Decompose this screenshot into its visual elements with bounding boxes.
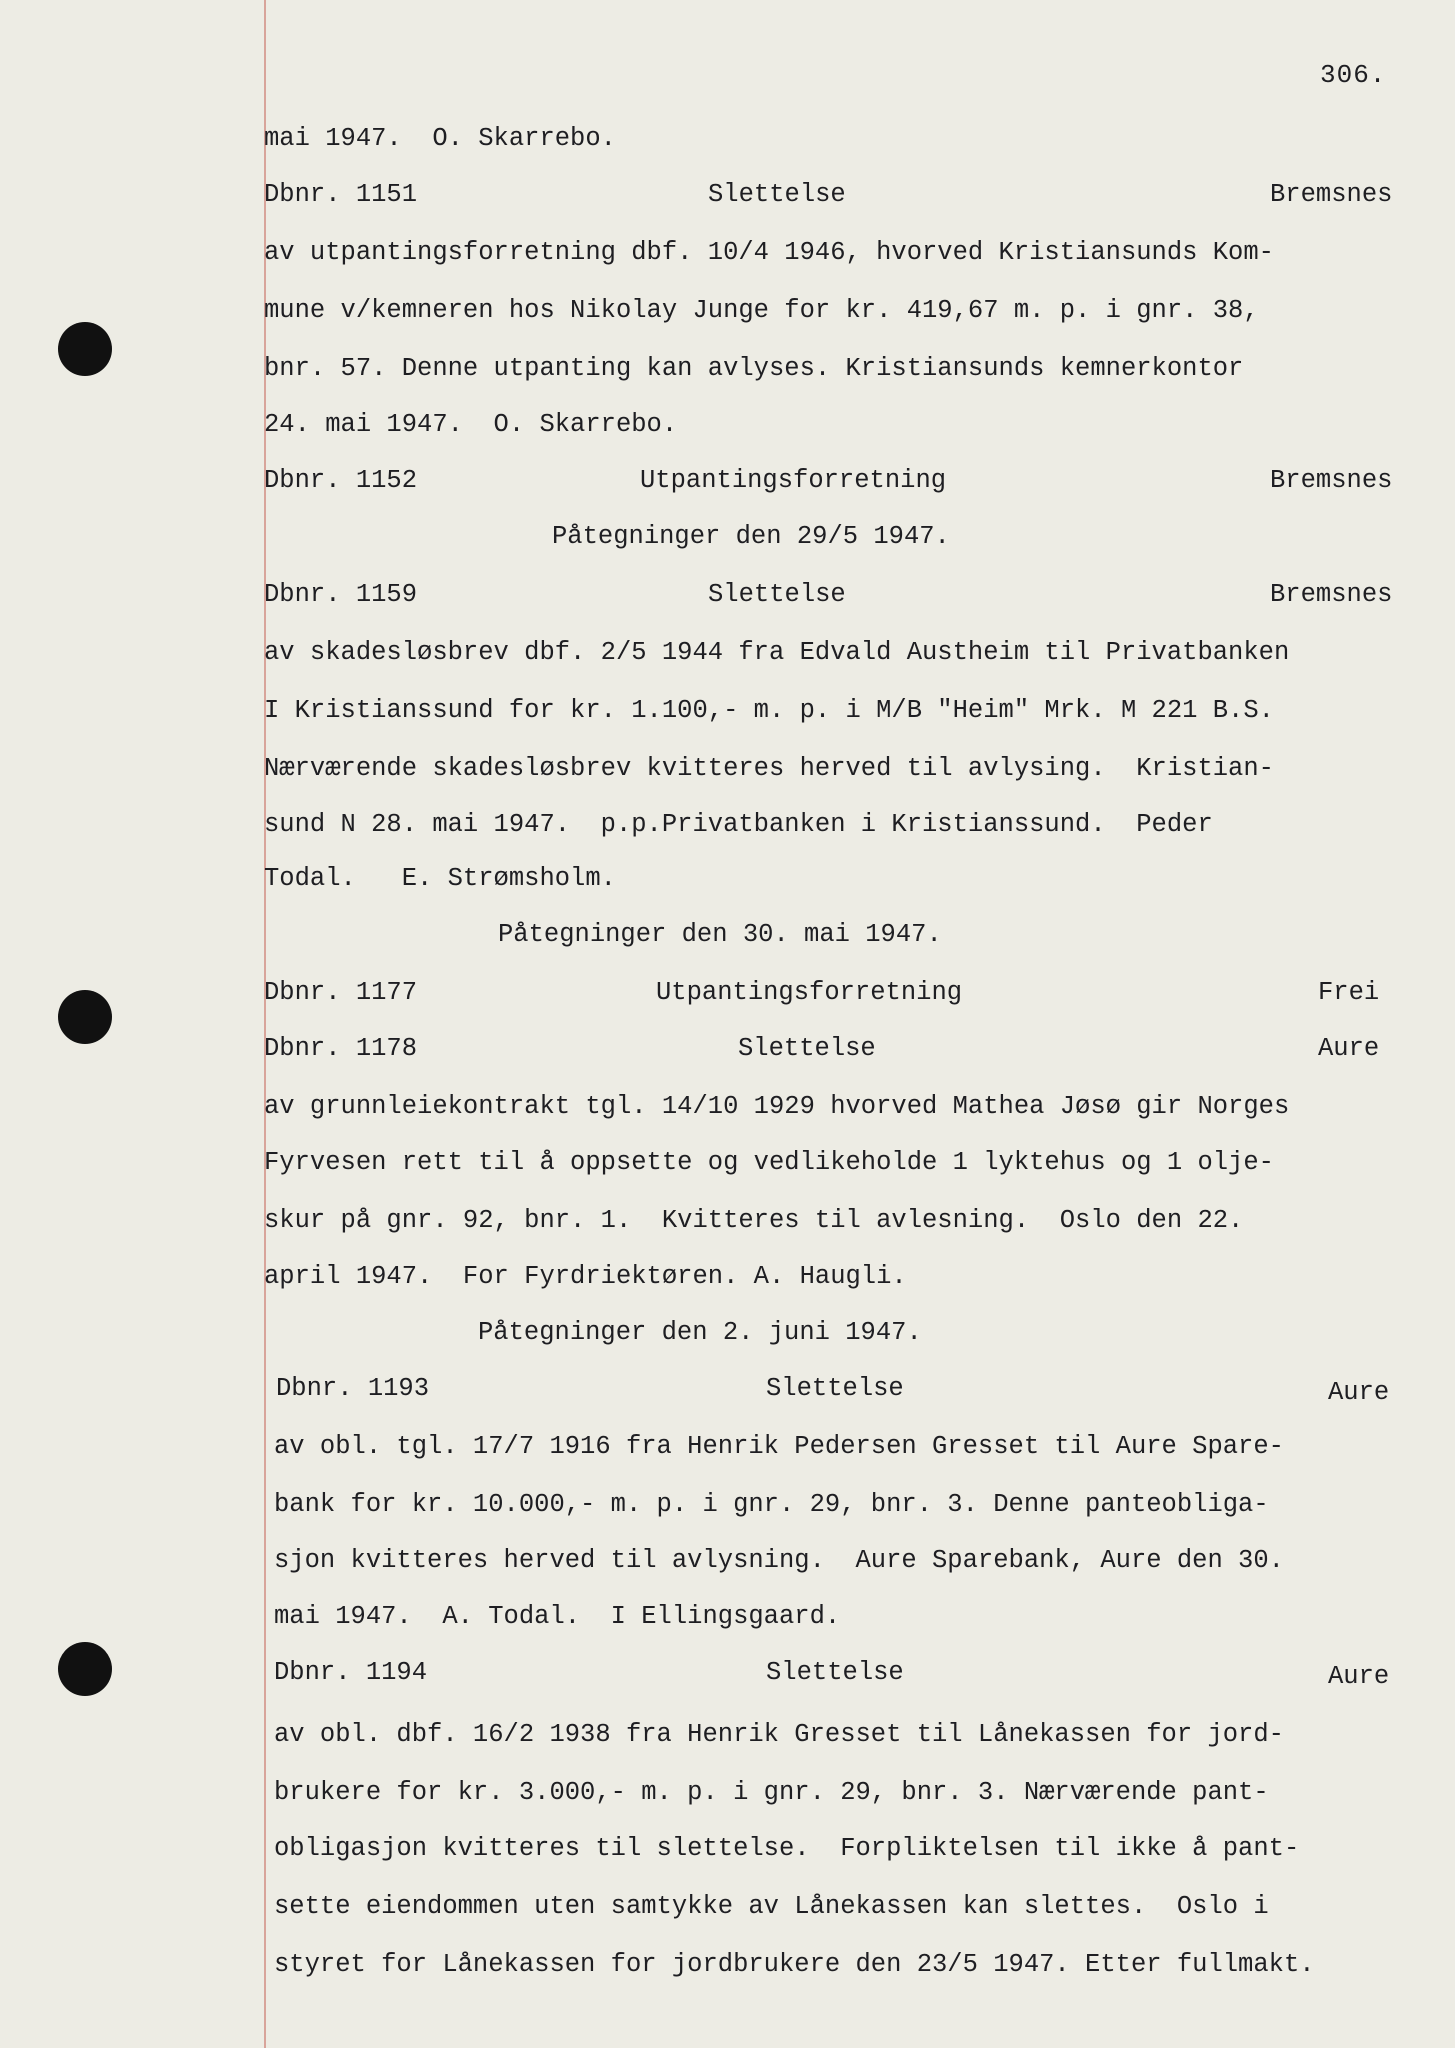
entry-type: Utpantingsforretning — [640, 466, 947, 495]
entry-place: Aure — [1328, 1378, 1390, 1407]
text-line: brukere for kr. 3.000,- m. p. i gnr. 29, bnr. 3. Nærværende pant- — [274, 1778, 1269, 1807]
entry-dbnr: Dbnr. 1159 — [264, 580, 418, 609]
text-line: av grunnleiekontrakt tgl. 14/10 1929 hvorved Mathea Jøsø gir Norges — [264, 1092, 1290, 1121]
text-line: bank for kr. 10.000,- m. p. i gnr. 29, bnr. 3. Denne panteobliga- — [274, 1490, 1269, 1519]
heading-line: Påtegninger den 29/5 1947. — [552, 522, 950, 551]
entry-place: Aure — [1328, 1662, 1390, 1691]
entry-type: Slettelse — [766, 1658, 904, 1687]
entry-type: Slettelse — [708, 180, 846, 209]
punch-hole — [58, 322, 112, 376]
entry-place: Aure — [1318, 1034, 1380, 1063]
text-line: av obl. tgl. 17/7 1916 fra Henrik Pedersen Gresset til Aure Spare- — [274, 1432, 1284, 1461]
entry-place: Bremsnes — [1270, 180, 1393, 209]
entry-dbnr: Dbnr. 1177 — [264, 978, 418, 1007]
entry-type: Slettelse — [766, 1374, 904, 1403]
text-line: 24. mai 1947. O. Skarrebo. — [264, 410, 678, 439]
text-line: av skadesløsbrev dbf. 2/5 1944 fra Edvald Austheim til Privatbanken — [264, 638, 1290, 667]
text-line: skur på gnr. 92, bnr. 1. Kvitteres til avlesning. Oslo den 22. — [264, 1206, 1244, 1235]
entry-dbnr: Dbnr. 1193 — [276, 1374, 430, 1403]
page-number: 306. — [1320, 60, 1387, 90]
text-line: bnr. 57. Denne utpanting kan avlyses. Kristiansunds kemnerkontor — [264, 354, 1244, 383]
entry-place: Bremsnes — [1270, 466, 1393, 495]
entry-place: Frei — [1318, 978, 1380, 1007]
text-line: sette eiendommen uten samtykke av Lånekassen kan slettes. Oslo i — [274, 1892, 1269, 1921]
punch-hole — [58, 1642, 112, 1696]
entry-type: Utpantingsforretning — [656, 978, 963, 1007]
text-line: mai 1947. A. Todal. I Ellingsgaard. — [274, 1602, 841, 1631]
text-line: Nærværende skadesløsbrev kvitteres herved til avlysing. Kristian- — [264, 754, 1274, 783]
heading-line: Påtegninger den 2. juni 1947. — [478, 1318, 922, 1347]
text-line: av utpantingsforretning dbf. 10/4 1946, hvorved Kristiansunds Kom- — [264, 238, 1274, 267]
entry-dbnr: Dbnr. 1178 — [264, 1034, 418, 1063]
text-line: styret for Lånekassen for jordbrukere den 23/5 1947. Etter fullmakt. — [274, 1950, 1315, 1979]
entry-dbnr: Dbnr. 1151 — [264, 180, 418, 209]
punch-hole — [58, 990, 112, 1044]
text-line: Fyrvesen rett til å oppsette og vedlikeholde 1 lyktehus og 1 olje- — [264, 1148, 1274, 1177]
heading-line: Påtegninger den 30. mai 1947. — [498, 920, 942, 949]
text-line: av obl. dbf. 16/2 1938 fra Henrik Gresset til Lånekassen for jord- — [274, 1720, 1284, 1749]
text-line: I Kristianssund for kr. 1.100,- m. p. i M/B "Heim" Mrk. M 221 B.S. — [264, 696, 1274, 725]
text-line: april 1947. For Fyrdriektøren. A. Haugli. — [264, 1262, 907, 1291]
text-line: sund N 28. mai 1947. p.p.Privatbanken i Kristianssund. Peder — [264, 810, 1213, 839]
text-line: mune v/kemneren hos Nikolay Junge for kr. 419,67 m. p. i gnr. 38, — [264, 296, 1259, 325]
entry-type: Slettelse — [738, 1034, 876, 1063]
text-line: mai 1947. O. Skarrebo. — [264, 124, 616, 153]
entry-place: Bremsnes — [1270, 580, 1393, 609]
entry-type: Slettelse — [708, 580, 846, 609]
text-line: obligasjon kvitteres til slettelse. Forpliktelsen til ikke å pant- — [274, 1834, 1300, 1863]
entry-dbnr: Dbnr. 1152 — [264, 466, 418, 495]
text-line: Todal. E. Strømsholm. — [264, 864, 616, 893]
entry-dbnr: Dbnr. 1194 — [274, 1658, 428, 1687]
text-line: sjon kvitteres herved til avlysning. Aure Sparebank, Aure den 30. — [274, 1546, 1284, 1575]
